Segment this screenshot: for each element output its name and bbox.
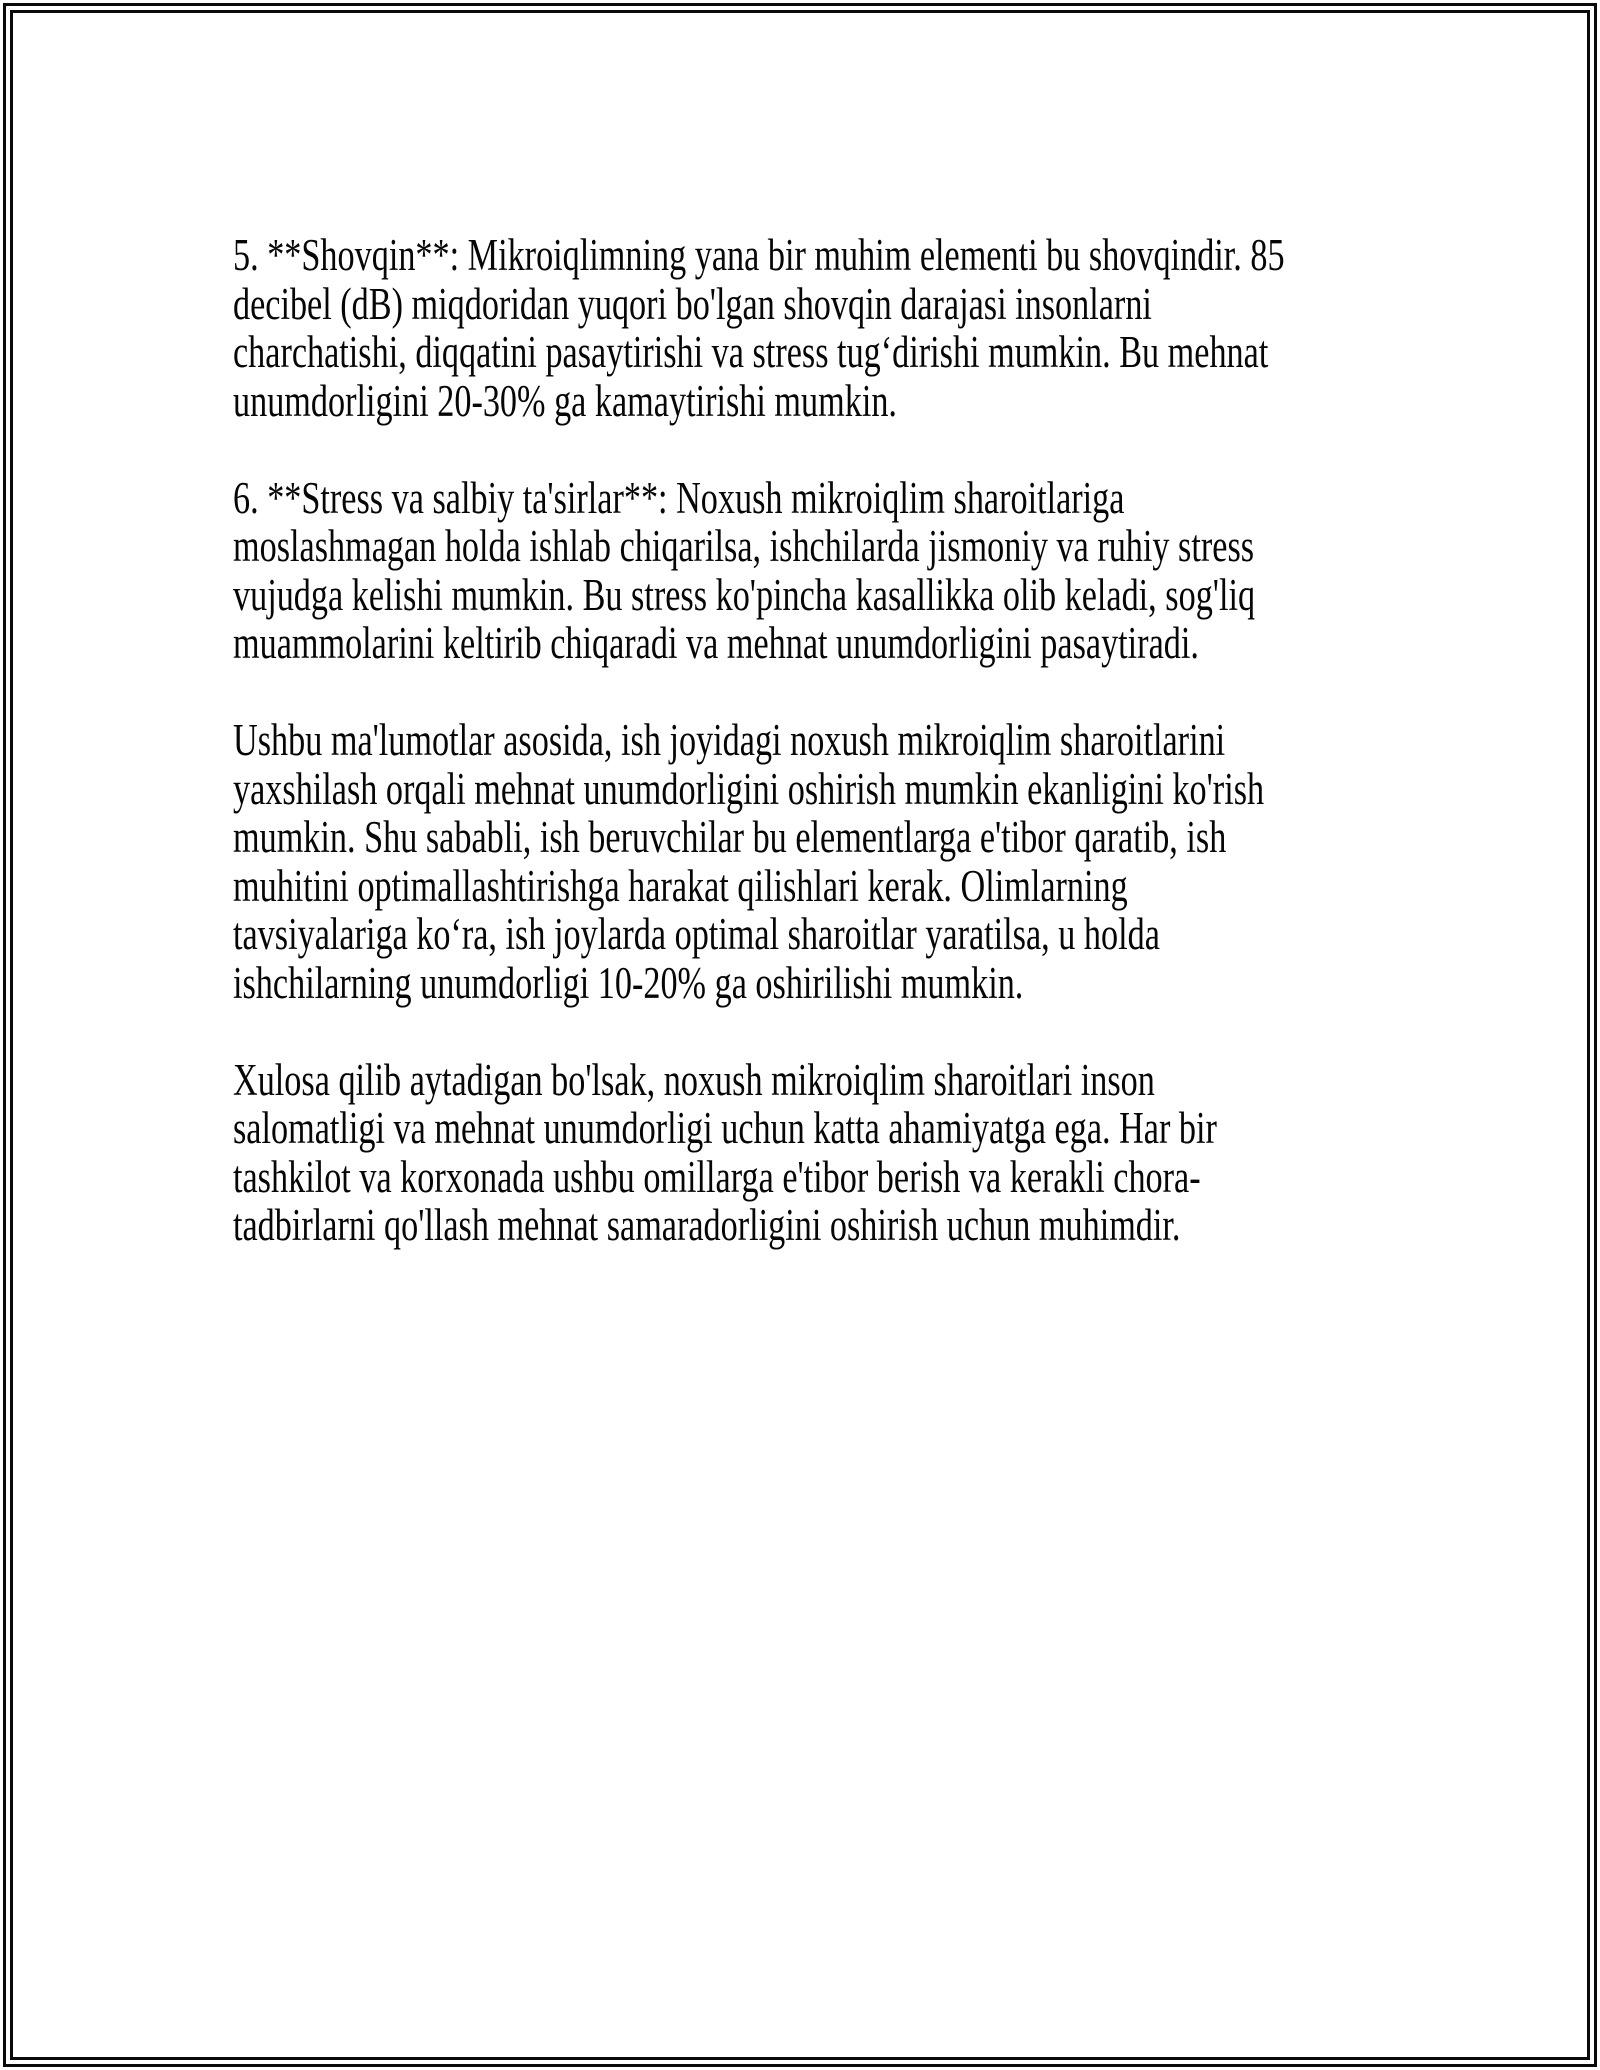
text-line: decibel (dB) miqdoridan yuqori bo'lgan shovqin darajasi insonlarni — [233, 278, 1152, 329]
text-line: muammolarini keltirib chiqaradi va mehnat unumdorligini pasaytiradi. — [233, 618, 1199, 668]
paragraph-4 — [233, 1056, 1600, 1250]
text-line: salomatligi va mehnat unumdorligi uchun katta ahamiyatga ega. Har bir — [233, 1103, 1217, 1153]
text-line: 5. **Shovqin**: Mikroiqlimning yana bir muhim elementi bu shovqindir. 85 — [233, 230, 1285, 280]
text-line: tadbirlarni qo'llash mehnat samaradorligini oshirish uchun muhimdir. — [233, 1200, 1181, 1250]
text-line: mumkin. Shu sababli, ish beruvchilar bu elementlarga e'tibor qaratib, ish — [233, 812, 1227, 862]
text-line: moslashmagan holda ishlab chiqarilsa, ishchilarda jismoniy va ruhiy stress — [233, 521, 1255, 571]
text-line: muhitini optimallashtirishga harakat qilishlari kerak. Olimlarning — [233, 860, 1128, 911]
paragraph-1 — [233, 231, 1600, 425]
text-line: yaxshilash orqali mehnat unumdorligini oshirish mumkin ekanligini ko'rish — [233, 763, 1265, 814]
paragraph-2 — [233, 474, 1600, 668]
text-line: charchatishi, diqqatini pasaytirishi va stress tug‘dirishi mumkin. Bu mehnat — [233, 327, 1269, 377]
document-text-block — [233, 231, 1600, 1250]
text-line: unumdorligini 20-30% ga kamaytirishi mumkin. — [233, 375, 897, 426]
text-line: vujudga kelishi mumkin. Bu stress ko'pincha kasallikka olib keladi, sog'liq — [233, 569, 1256, 620]
text-line: Xulosa qilib aytadigan bo'lsak, noxush mikroiqlim sharoitlari inson — [233, 1054, 1155, 1105]
text-line: tashkilot va korxonada ushbu omillarga e'tibor berish va kerakli chora- — [233, 1151, 1201, 1202]
paragraph-3 — [233, 716, 1600, 1007]
text-line: tavsiyalariga ko‘ra, ish joylarda optimal sharoitlar yaratilsa, u holda — [233, 909, 1160, 959]
text-line: 6. **Stress va salbiy ta'sirlar**: Noxush mikroiqlim sharoitlariga — [233, 472, 1125, 523]
text-line: ishchilarning unumdorligi 10-20% ga oshirilishi mumkin. — [233, 957, 1024, 1008]
text-line: Ushbu ma'lumotlar asosida, ish joyidagi noxush mikroiqlim sharoitlarini — [233, 715, 1226, 765]
